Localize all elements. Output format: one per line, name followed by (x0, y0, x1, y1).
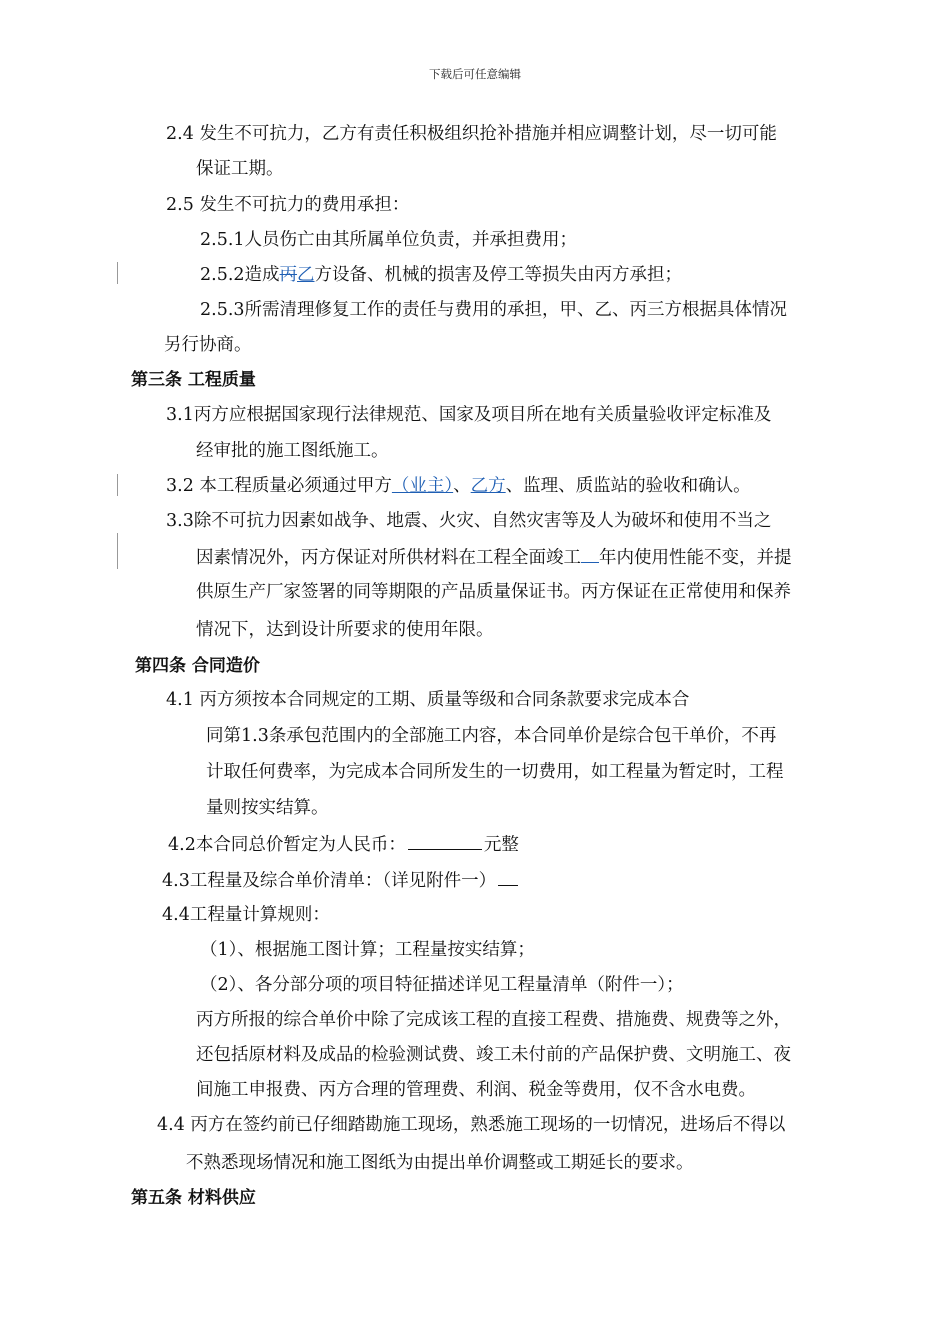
clause-text: 、 (453, 476, 471, 496)
clause-2-5-1: 2.5.1人员伤亡由其所属单位负责，并承担费用； (200, 230, 578, 250)
clause-text: 2.5.2造成 (200, 265, 280, 285)
clause-4-4b-line-2: 不熟悉现场情况和施工图纸为由提出单价调整或工期延长的要求。 (186, 1153, 694, 1173)
inserted-text: 乙 (297, 265, 315, 285)
clause-text: 方设备、机械的损害及停工等损失由丙方承担； (314, 265, 683, 285)
clause-text: 、监理、质监站的验收和确认。 (505, 476, 751, 496)
clause-text: 年内使用性能不变，并提 (599, 548, 792, 568)
blank-field (581, 545, 599, 563)
clause-4-1-line-1: 4.1 丙方须按本合同规定的工期、质量等级和合同条款要求完成本合 (166, 690, 690, 710)
inserted-text: （业主） (391, 476, 454, 496)
article-5-heading: 第五条 材料供应 (131, 1188, 256, 1208)
rule-paragraph-line-2: 还包括原材料及成品的检验测试费、竣工未付前的产品保护费、文明施工、夜 (196, 1045, 791, 1065)
clause-3-3-line-3: 供原生产厂家签署的同等期限的产品质量保证书。丙方保证在正常使用和保养 (196, 582, 791, 602)
clause-4-4: 4.4工程量计算规则： (162, 905, 330, 925)
clause-2-5-2 (200, 263, 682, 287)
inserted-text: 乙方 (470, 476, 506, 496)
clause-2-5-3-line-2: 另行协商。 (164, 335, 252, 355)
clause-3-3-line-1: 3.3除不可抗力因素如战争、地震、火灾、自然灾害等及人为破坏和使用不当之 (166, 511, 772, 531)
clause-2-5-3-line-1: 2.5.3所需清理修复工作的责任与费用的承担，甲、乙、丙三方根据具体情况 (200, 300, 788, 320)
clause-3-3-line-4: 情况下，达到设计所要求的使用年限。 (196, 620, 494, 640)
rule-1: （1）、根据施工图计算；工程量按实结算； (200, 940, 535, 960)
clause-4-1-line-4: 量则按实结算。 (206, 798, 329, 818)
clause-text: 元整 (483, 835, 519, 855)
clause-2-4-line-2: 保证工期。 (196, 159, 284, 179)
clause-4-1-line-3: 计取任何费率，为完成本合同所发生的一切费用，如工程量为暂定时，工程 (206, 762, 784, 782)
clause-3-1-line-2: 经审批的施工图纸施工。 (196, 441, 389, 461)
clause-text: 因素情况外，丙方保证对所供材料在工程全面竣工 (196, 548, 581, 568)
clause-2-5: 2.5 发生不可抗力的费用承担： (166, 195, 410, 215)
clause-text: 3.2 本工程质量必须通过甲方 (166, 476, 392, 496)
blank-field (498, 868, 518, 886)
article-4-heading: 第四条 合同造价 (135, 656, 260, 676)
rule-paragraph-line-3: 间施工申报费、丙方合理的管理费、利润、税金等费用，仅不含水电费。 (196, 1080, 756, 1100)
revision-bar (117, 474, 118, 496)
clause-3-3-line-2 (196, 545, 792, 570)
page-header: 下载后可任意编辑 (429, 67, 521, 81)
clause-text: 4.3工程量及综合单价清单：（详见附件一） (162, 871, 497, 891)
clause-3-2 (166, 474, 751, 498)
rule-paragraph-line-1: 丙方所报的综合单价中除了完成该工程的直接工程费、措施费、规费等之外， (196, 1010, 791, 1030)
clause-4-3 (162, 868, 518, 893)
clause-4-1-line-2: 同第1.3条承包范围内的全部施工内容，本合同单价是综合包干单价，不再 (206, 726, 777, 746)
clause-text: 4.2本合同总价暂定为人民币： (168, 835, 406, 855)
clause-3-1-line-1: 3.1丙方应根据国家现行法律规范、国家及项目所在地有关质量验收评定标准及 (166, 405, 772, 425)
revision-bar (117, 262, 118, 284)
article-3-heading: 第三条 工程质量 (131, 370, 256, 390)
blank-field (408, 832, 482, 850)
deleted-text: 丙 (279, 265, 298, 285)
clause-4-2 (168, 832, 519, 857)
clause-4-4b-line-1: 4.4 丙方在签约前已仔细踏勘施工现场，熟悉施工现场的一切情况，进场后不得以 (157, 1115, 786, 1135)
rule-2: （2）、各分部分项的项目特征描述详见工程量清单（附件一）； (200, 975, 684, 995)
revision-bar (117, 533, 118, 569)
clause-2-4-line-1: 2.4 发生不可抗力，乙方有责任积极组织抢补措施并相应调整计划，尽一切可能 (166, 124, 777, 144)
